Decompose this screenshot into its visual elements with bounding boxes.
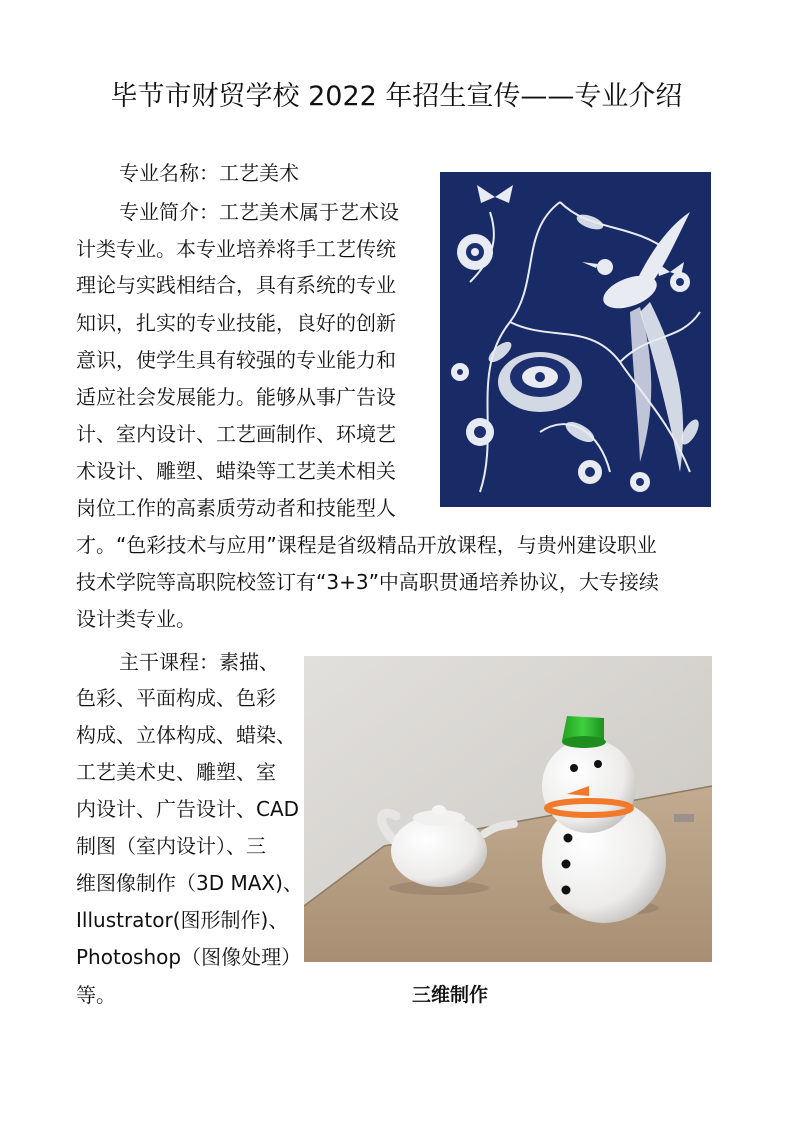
intro-line: 理论与实践相结合，具有系统的专业: [76, 273, 396, 297]
intro-line: 设计类专业。: [76, 607, 196, 631]
major-name: 专业名称：工艺美术: [119, 161, 299, 185]
render-caption: 三维制作: [411, 984, 488, 1006]
batik-artwork: [440, 172, 711, 507]
intro-line: 专业简介：工艺美术属于艺术设: [119, 200, 399, 224]
intro-line: 知识，扎实的专业技能，良好的创新: [76, 311, 396, 335]
intro-line: 适应社会发展能力。能够从事广告设: [76, 385, 396, 409]
intro-line: 意识，使学生具有较强的专业能力和: [76, 348, 396, 372]
course-line: 维图像制作（3D MAX)、: [76, 871, 303, 895]
course-line: 制图（室内设计）、三: [76, 834, 266, 858]
course-line: 等。: [76, 983, 116, 1007]
render-artwork: [304, 656, 712, 962]
intro-line: 岗位工作的高素质劳动者和技能型人: [76, 496, 396, 520]
page-title: 毕节市财贸学校 2022 年招生宣传——专业介绍: [110, 81, 683, 112]
course-line: 色彩、平面构成、色彩: [76, 686, 276, 710]
course-line: 构成、立体构成、蜡染、: [76, 723, 296, 747]
course-line: 内设计、广告设计、CAD: [76, 797, 300, 821]
batik-image: [440, 172, 711, 507]
intro-line: 术设计、雕塑、蜡染等工艺美术相关: [76, 459, 396, 483]
course-line: Illustrator(图形制作)、: [76, 908, 289, 932]
intro-line: 技术学院等高职院校签订有“3+3”中高职贯通培养协议，大专接续: [76, 570, 659, 594]
render-image: [304, 656, 712, 962]
intro-line: 计类专业。本专业培养将手工艺传统: [76, 237, 396, 261]
intro-line: 计、室内设计、工艺画制作、环境艺: [76, 422, 396, 446]
course-line: 工艺美术史、雕塑、室: [76, 760, 276, 784]
course-line: Photoshop（图像处理）: [76, 945, 302, 969]
intro-line: 才。“色彩技术与应用”课程是省级精品开放课程，与贵州建设职业: [76, 533, 657, 557]
course-line: 主干课程：素描、: [119, 650, 279, 674]
